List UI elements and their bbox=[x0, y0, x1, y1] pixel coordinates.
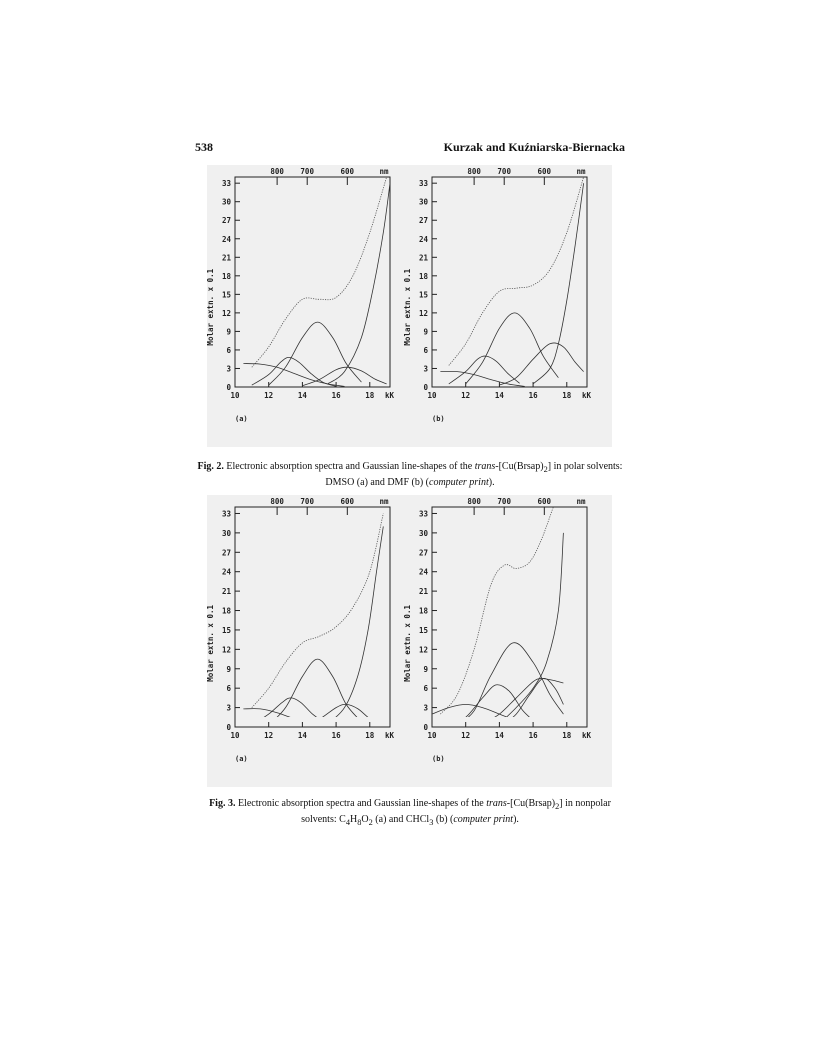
caption-text: Electronic absorption spectra and Gaussian line-shapes of the bbox=[235, 798, 487, 809]
x-tick-label: 14 bbox=[494, 731, 504, 740]
figure-3 bbox=[207, 495, 612, 787]
plot-frame bbox=[235, 177, 390, 387]
y-tick-label: 18 bbox=[221, 271, 231, 281]
x-tick-label: 14 bbox=[297, 731, 307, 740]
panel-label: (a) bbox=[235, 755, 248, 763]
x-tick-label: 10 bbox=[427, 391, 437, 400]
y-tick-label: 21 bbox=[221, 253, 231, 263]
x-tick-label: 12 bbox=[264, 731, 274, 740]
x-tick-label: 18 bbox=[365, 391, 375, 400]
series-group bbox=[243, 514, 383, 727]
x-tick-label: 18 bbox=[365, 731, 375, 740]
x-tick-label: 12 bbox=[461, 731, 471, 740]
caption-label: Fig. 2. bbox=[197, 461, 224, 472]
top-tick-label: 800 bbox=[270, 497, 284, 506]
caption-subscript: 2 bbox=[368, 818, 373, 827]
caption-label: Fig. 3. bbox=[209, 798, 236, 809]
caption-text: ). bbox=[513, 814, 519, 825]
top-unit-label: nm bbox=[379, 497, 389, 506]
y-tick-label: 30 bbox=[221, 528, 231, 538]
y-axis-label: Molar extn. x 0.1 bbox=[206, 605, 215, 682]
caption-subscript: 2 bbox=[543, 465, 548, 474]
caption-italic: trans bbox=[486, 798, 507, 809]
series-line-gaussian bbox=[432, 704, 533, 724]
series-line-gaussian bbox=[243, 709, 327, 727]
figure-2 bbox=[207, 165, 612, 447]
x-unit-label: kK bbox=[581, 731, 591, 740]
series-group bbox=[432, 507, 563, 725]
plot-panel bbox=[403, 497, 591, 763]
y-tick-label: 18 bbox=[418, 271, 428, 281]
y-tick-label: 12 bbox=[221, 645, 231, 655]
series-line-gaussian bbox=[457, 643, 563, 725]
top-unit-label: nm bbox=[576, 167, 586, 176]
top-tick-label: 700 bbox=[497, 497, 511, 506]
y-tick-label: 0 bbox=[423, 723, 428, 732]
plot-panel bbox=[206, 167, 394, 423]
top-tick-label: 800 bbox=[270, 167, 284, 176]
y-tick-label: 27 bbox=[221, 216, 231, 226]
y-tick-label: 33 bbox=[221, 179, 231, 189]
y-tick-label: 24 bbox=[418, 234, 428, 244]
x-tick-label: 16 bbox=[331, 731, 341, 740]
caption-text: -[Cu(Brsap) bbox=[495, 461, 544, 472]
y-tick-label: 9 bbox=[423, 327, 428, 337]
plot-frame bbox=[432, 507, 587, 727]
y-tick-label: 3 bbox=[226, 703, 231, 713]
top-tick-label: 700 bbox=[300, 497, 314, 506]
top-tick-label: 600 bbox=[537, 497, 552, 506]
figure-2-caption bbox=[195, 460, 625, 489]
series-line-envelope bbox=[252, 177, 387, 367]
y-tick-label: 12 bbox=[221, 308, 231, 318]
series-line-gaussian bbox=[269, 659, 362, 725]
plot-frame bbox=[235, 507, 390, 727]
x-tick-label: 18 bbox=[562, 391, 572, 400]
series-line-gaussian bbox=[533, 183, 584, 384]
series-group bbox=[440, 177, 583, 386]
y-tick-label: 0 bbox=[226, 383, 231, 392]
caption-text: -[Cu(Brsap) bbox=[506, 798, 556, 809]
y-tick-label: 15 bbox=[221, 290, 231, 300]
y-tick-label: 3 bbox=[423, 703, 428, 713]
y-tick-label: 27 bbox=[418, 216, 428, 226]
series-line-envelope bbox=[252, 514, 383, 708]
series-line-gaussian bbox=[269, 322, 362, 385]
page-header bbox=[195, 140, 625, 156]
y-tick-label: 30 bbox=[418, 528, 428, 538]
caption-text: ). bbox=[488, 477, 495, 488]
top-tick-label: 600 bbox=[537, 167, 552, 176]
panel-label: (a) bbox=[235, 415, 248, 423]
plot-panel bbox=[403, 167, 591, 423]
y-tick-label: 0 bbox=[226, 723, 231, 732]
y-tick-label: 27 bbox=[418, 548, 428, 558]
y-tick-label: 30 bbox=[418, 197, 428, 207]
x-tick-label: 10 bbox=[427, 731, 437, 740]
y-tick-label: 6 bbox=[423, 684, 428, 694]
top-tick-label: 800 bbox=[467, 497, 481, 506]
x-tick-label: 10 bbox=[230, 391, 240, 400]
plot-frame bbox=[432, 177, 587, 387]
series-group bbox=[243, 177, 390, 386]
series-line-gaussian bbox=[449, 356, 520, 384]
caption-text: Electronic absorption spectra and Gaussian line-shapes of the bbox=[223, 461, 475, 472]
caption-text: O bbox=[361, 814, 369, 825]
y-tick-label: 15 bbox=[418, 625, 428, 635]
y-tick-label: 6 bbox=[226, 345, 231, 355]
y-tick-label: 9 bbox=[226, 664, 231, 674]
x-tick-label: 14 bbox=[297, 391, 307, 400]
running-head: Kurzak and Kuźniarska-Biernacka bbox=[443, 140, 625, 154]
caption-text: (b) ( bbox=[433, 814, 454, 825]
y-tick-label: 21 bbox=[221, 587, 231, 597]
caption-italic: computer print bbox=[429, 477, 489, 488]
caption-subscript: 8 bbox=[357, 818, 362, 827]
figure-3-caption bbox=[195, 797, 625, 829]
y-tick-label: 6 bbox=[423, 345, 428, 355]
y-tick-label: 24 bbox=[221, 567, 231, 577]
series-line-gaussian bbox=[499, 533, 563, 724]
y-tick-label: 24 bbox=[418, 567, 428, 577]
caption-italic: computer print bbox=[453, 814, 514, 825]
y-tick-label: 15 bbox=[221, 625, 231, 635]
top-tick-label: 700 bbox=[300, 167, 314, 176]
x-tick-label: 16 bbox=[331, 391, 341, 400]
y-tick-label: 3 bbox=[423, 364, 428, 374]
series-line-envelope bbox=[449, 177, 584, 365]
y-tick-label: 9 bbox=[423, 664, 428, 674]
x-unit-label: kK bbox=[384, 731, 394, 740]
plot-panel bbox=[206, 497, 394, 763]
top-tick-label: 600 bbox=[340, 497, 355, 506]
x-tick-label: 10 bbox=[230, 731, 240, 740]
x-tick-label: 18 bbox=[562, 731, 572, 740]
y-tick-label: 3 bbox=[226, 364, 231, 374]
y-tick-label: 33 bbox=[221, 509, 231, 519]
series-line-gaussian bbox=[499, 343, 583, 385]
y-tick-label: 12 bbox=[418, 308, 428, 318]
series-line-gaussian bbox=[328, 183, 390, 384]
x-unit-label: kK bbox=[384, 391, 394, 400]
series-line-gaussian bbox=[440, 371, 524, 386]
caption-text: H bbox=[349, 814, 358, 825]
series-line-gaussian bbox=[302, 704, 383, 725]
y-tick-label: 33 bbox=[418, 179, 428, 189]
y-axis-label: Molar extn. x 0.1 bbox=[403, 268, 412, 346]
top-unit-label: nm bbox=[576, 497, 586, 506]
caption-text: ] in nonpolar solvents: C bbox=[301, 798, 611, 825]
y-tick-label: 21 bbox=[418, 253, 428, 263]
top-unit-label: nm bbox=[379, 167, 389, 176]
y-axis-label: Molar extn. x 0.1 bbox=[403, 605, 412, 682]
top-tick-label: 600 bbox=[340, 167, 355, 176]
caption-text: (a) and CHCl bbox=[372, 814, 430, 825]
caption-subscript: 4 bbox=[345, 818, 350, 827]
y-tick-label: 27 bbox=[221, 548, 231, 558]
caption-italic: trans bbox=[474, 461, 496, 472]
y-tick-label: 33 bbox=[418, 509, 428, 519]
series-line-gaussian bbox=[466, 313, 559, 384]
top-tick-label: 700 bbox=[497, 167, 511, 176]
x-tick-label: 14 bbox=[494, 391, 504, 400]
caption-text: ] in polar solvents: DMSO (a) and DMF (b) ( bbox=[325, 461, 623, 488]
panel-label: (b) bbox=[432, 415, 445, 423]
y-tick-label: 21 bbox=[418, 587, 428, 597]
x-tick-label: 12 bbox=[461, 391, 471, 400]
y-tick-label: 12 bbox=[418, 645, 428, 655]
figure-2-plots bbox=[207, 165, 612, 447]
x-tick-label: 16 bbox=[528, 731, 538, 740]
top-tick-label: 800 bbox=[467, 167, 481, 176]
x-tick-label: 16 bbox=[528, 391, 538, 400]
x-unit-label: kK bbox=[581, 391, 591, 400]
y-axis-label: Molar extn. x 0.1 bbox=[206, 268, 215, 346]
caption-subscript: 2 bbox=[555, 802, 560, 811]
y-tick-label: 15 bbox=[418, 290, 428, 300]
y-tick-label: 9 bbox=[226, 327, 231, 337]
x-tick-label: 12 bbox=[264, 391, 274, 400]
series-line-gaussian bbox=[328, 526, 384, 723]
panel-label: (b) bbox=[432, 755, 445, 763]
caption-subscript: 3 bbox=[429, 818, 434, 827]
y-tick-label: 24 bbox=[221, 234, 231, 244]
y-tick-label: 0 bbox=[423, 383, 428, 392]
series-line-gaussian bbox=[252, 357, 336, 386]
figure-3-plots bbox=[207, 495, 612, 787]
y-tick-label: 30 bbox=[221, 197, 231, 207]
y-tick-label: 18 bbox=[418, 606, 428, 616]
y-tick-label: 18 bbox=[221, 606, 231, 616]
page-number: 538 bbox=[195, 140, 213, 154]
y-tick-label: 6 bbox=[226, 684, 231, 694]
